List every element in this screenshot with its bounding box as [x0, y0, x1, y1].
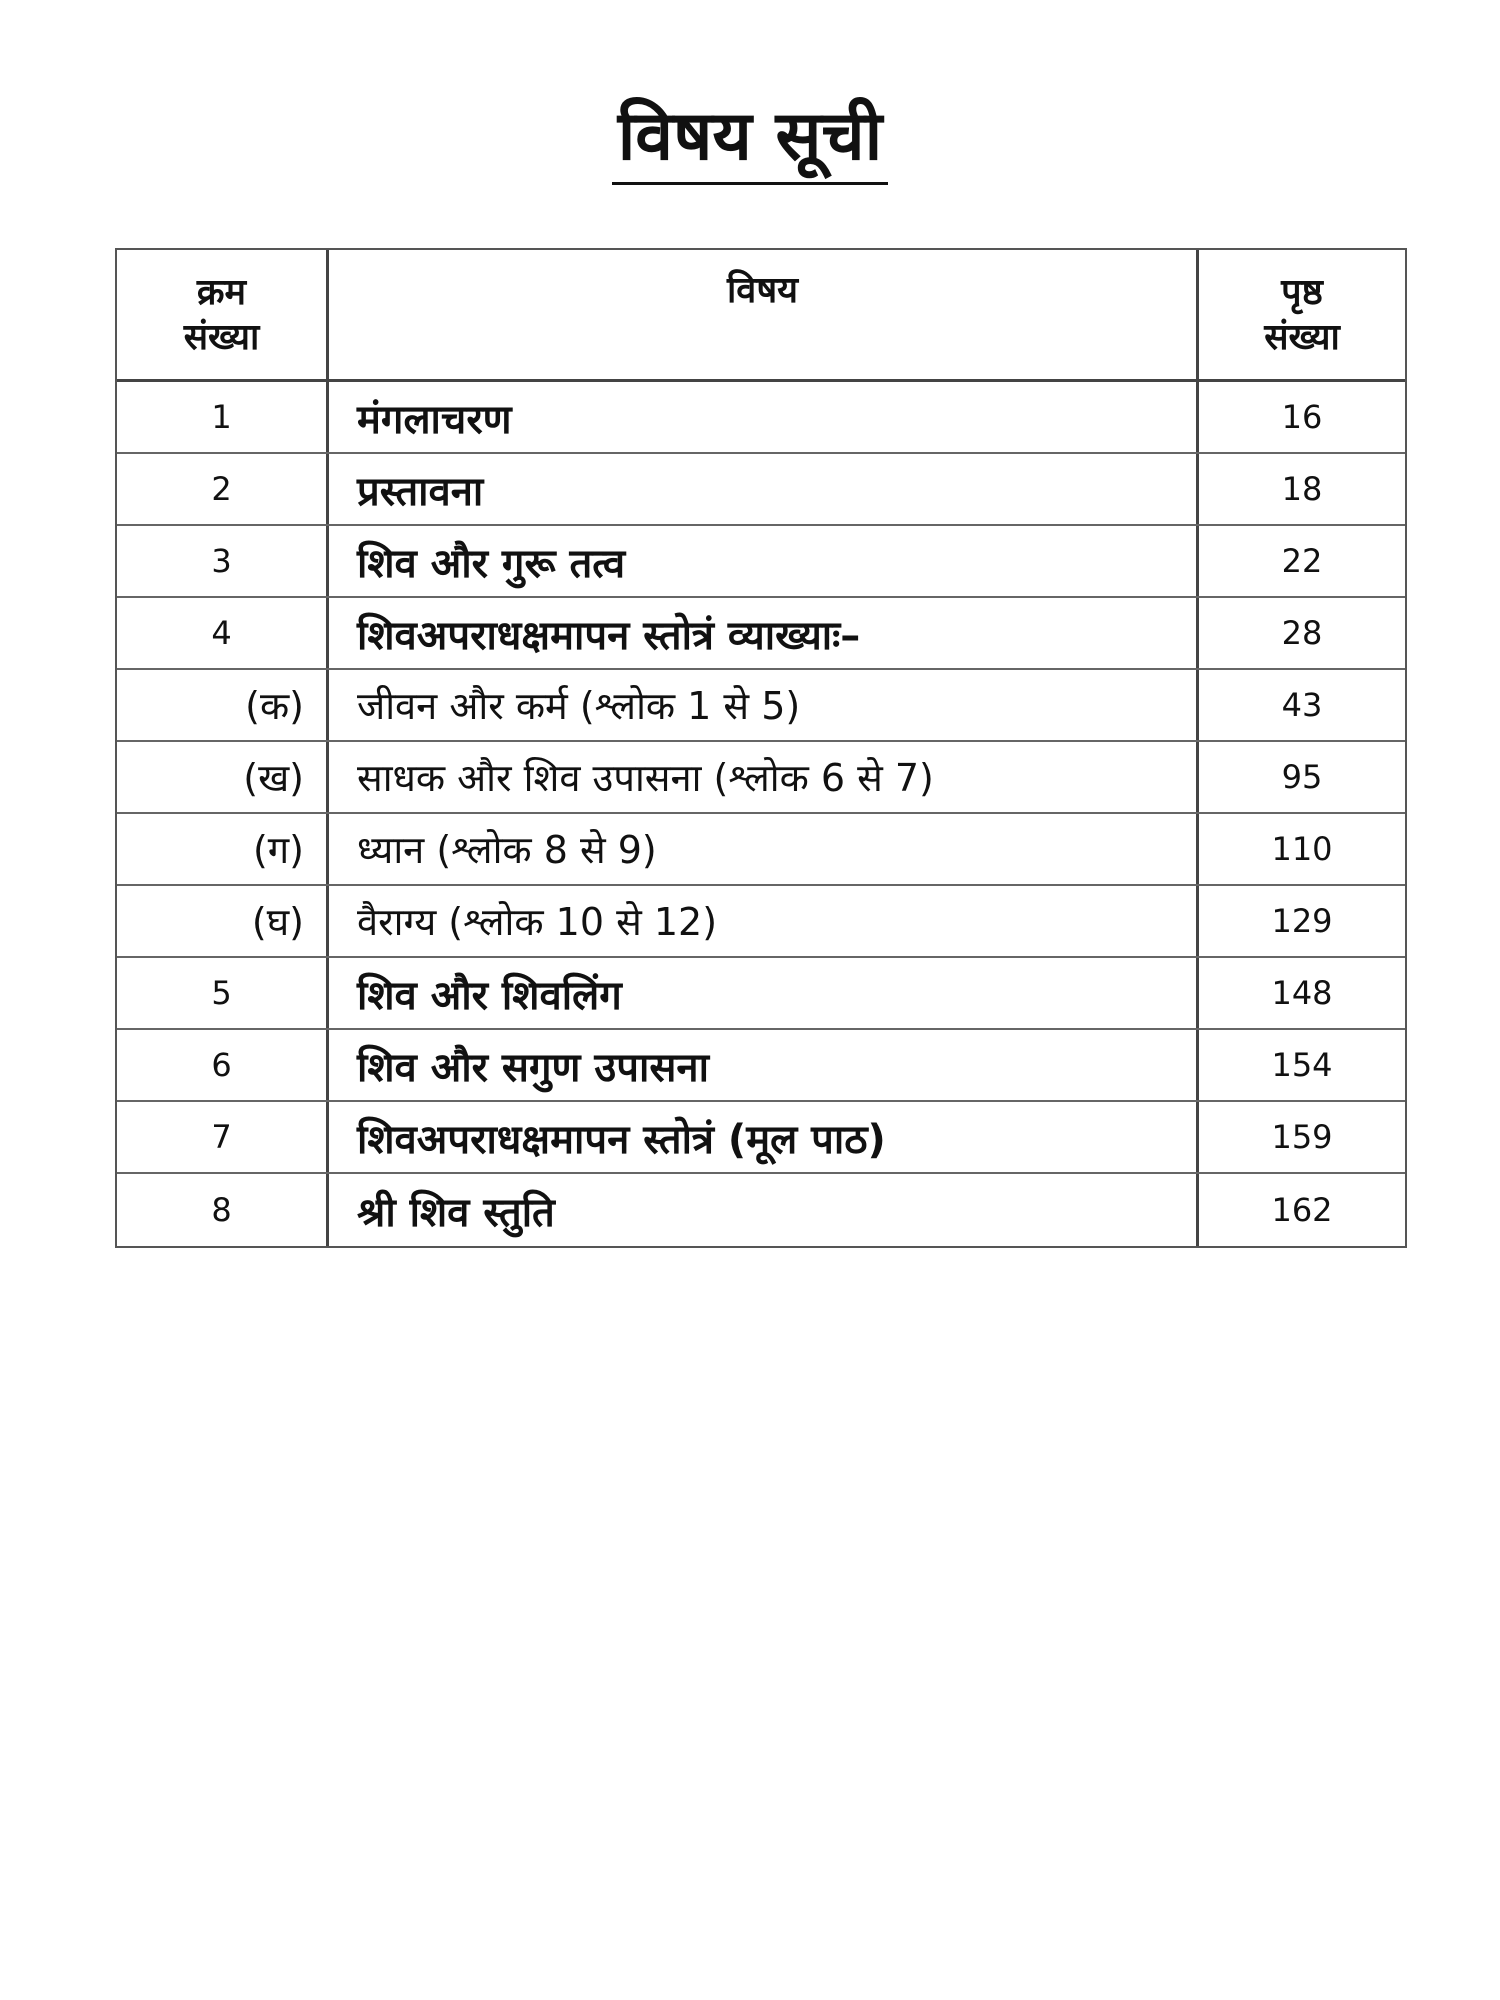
row-page: 148: [1271, 974, 1333, 1012]
row-number: (ग): [117, 814, 329, 884]
row-page: 162: [1271, 1191, 1333, 1229]
table-of-contents: [115, 248, 1407, 1248]
row-subject: शिवअपराधक्षमापन स्तोत्रं (मूल पाठ): [329, 1102, 1199, 1172]
row-page: 154: [1271, 1046, 1333, 1084]
header-page-line2: संख्या: [1264, 316, 1340, 358]
row-subject: शिव और गुरू तत्व: [329, 526, 1199, 596]
row-number: (क): [117, 670, 329, 740]
row-page: 129: [1271, 902, 1333, 940]
row-subject: वैराग्य (श्लोक 10 से 12): [329, 886, 1199, 956]
header-subject: विषय: [329, 250, 1199, 379]
row-page: 16: [1281, 398, 1323, 436]
table-row: [117, 670, 1405, 742]
table-row: [117, 454, 1405, 526]
row-number: 8: [117, 1174, 329, 1246]
row-page: 28: [1281, 614, 1323, 652]
row-page: 22: [1281, 542, 1323, 580]
row-page: 95: [1281, 758, 1323, 796]
page-title: [0, 98, 1500, 185]
table-row: [117, 1174, 1405, 1246]
row-subject: श्री शिव स्तुति: [329, 1174, 1199, 1246]
row-number: 2: [117, 454, 329, 524]
row-number: 1: [117, 382, 329, 452]
row-number: 5: [117, 958, 329, 1028]
header-page-line1: पृष्ठ: [1281, 271, 1323, 313]
row-subject: ध्यान (श्लोक 8 से 9): [329, 814, 1199, 884]
table-row: [117, 958, 1405, 1030]
table-row: [117, 1102, 1405, 1174]
table-row: [117, 382, 1405, 454]
header-serial-number: [117, 250, 329, 379]
table-row: [117, 1030, 1405, 1102]
row-number: 6: [117, 1030, 329, 1100]
row-number: (ख): [117, 742, 329, 812]
row-subject: शिव और सगुण उपासना: [329, 1030, 1199, 1100]
row-page: 43: [1281, 686, 1323, 724]
header-serial-line1: क्रम: [196, 271, 247, 313]
header-serial-line2: संख्या: [183, 316, 260, 358]
row-page: 159: [1271, 1118, 1333, 1156]
row-subject: मंगलाचरण: [329, 382, 1199, 452]
table-row: [117, 742, 1405, 814]
row-number: 3: [117, 526, 329, 596]
row-number: 4: [117, 598, 329, 668]
table-row: [117, 526, 1405, 598]
row-subject: शिवअपराधक्षमापन स्तोत्रं व्याख्याः–: [329, 598, 1199, 668]
row-page: 18: [1281, 470, 1323, 508]
table-row: [117, 886, 1405, 958]
row-subject: साधक और शिव उपासना (श्लोक 6 से 7): [329, 742, 1199, 812]
row-number: 7: [117, 1102, 329, 1172]
page-title-text: विषय सूची: [612, 98, 889, 185]
row-subject: शिव और शिवलिंग: [329, 958, 1199, 1028]
table-row: [117, 814, 1405, 886]
row-number: (घ): [117, 886, 329, 956]
row-subject: जीवन और कर्म (श्लोक 1 से 5): [329, 670, 1199, 740]
table-header-row: [117, 250, 1405, 382]
header-page-number: [1199, 250, 1405, 379]
table-row: [117, 598, 1405, 670]
row-page: 110: [1271, 830, 1333, 868]
row-subject: प्रस्तावना: [329, 454, 1199, 524]
